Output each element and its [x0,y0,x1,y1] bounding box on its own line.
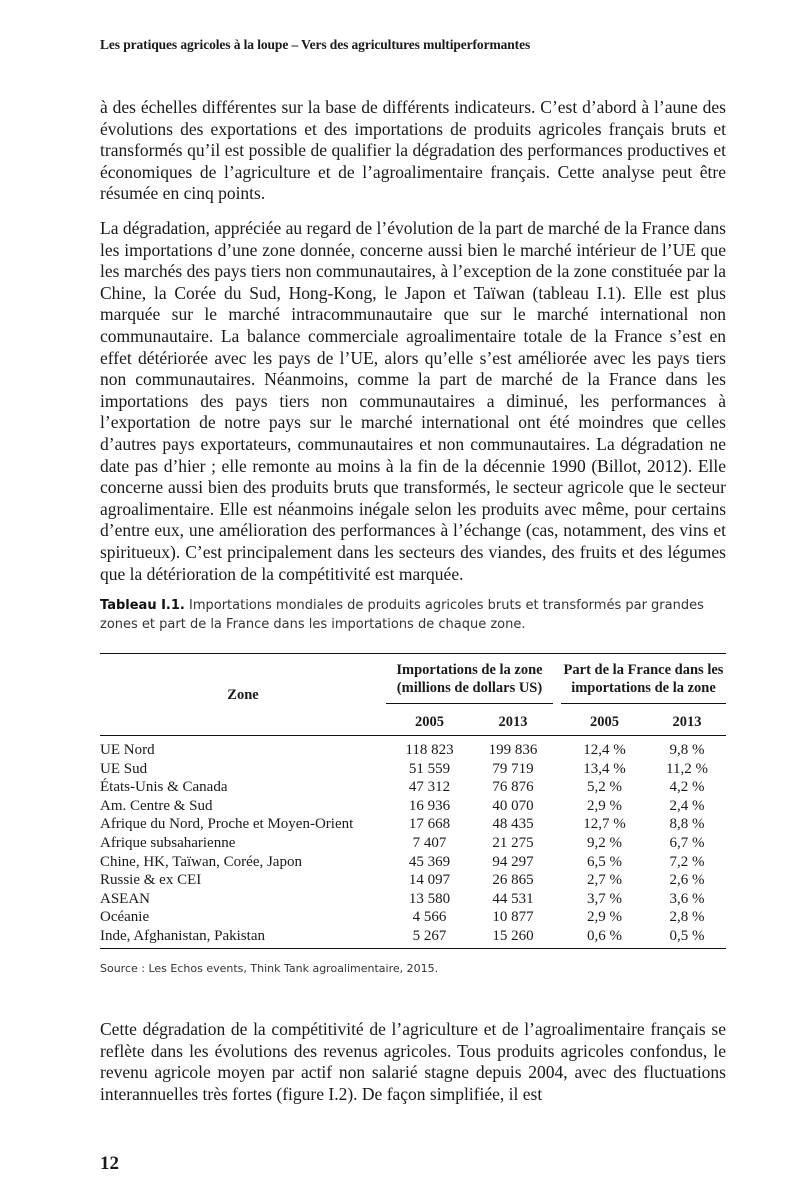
cell-share-2013: 7,2 % [669,853,705,870]
cell-share-2005: 12,7 % [583,816,626,833]
paragraph-degradation: La dégradation, appréciée au regard de l’évolution de la part de marché de la France dans les importations d’une zone donnée, concerne aussi bien le marché intérieur de l’UE que les marchés des pays tiers non communautaires, à l’exception de la zone constituée par la Chine, la Corée du Sud, Hong-Kong, le Japon et Taïwan (tableau I.1). Elle est plus marquée sur le marché intracommunautaire que sur le marché international non communautaire. La balance commerciale agroalimentaire totale de la France s’est en effet détériorée avec les pays de l’UE, alors qu’elle s’est améliorée avec les pays tiers non communautaires. Néanmoins, comme la part de marché de la France dans les importations des pays tiers non communautaires a diminué, les performances à l’exportation de notre pays sur le marché international ont été moindres que celles d’autres pays exportateurs, communautaires et non communautaires. La dégradation ne date pas d’hier ; elle remonte au moins à la fin de la décennie 1990 (Billot, 2012). Elle concerne aussi bien des produits bruts que transformés, le secteur agricole que le secteur agroalimentaire. Elle est néanmoins inégale selon les produits avec même, pour certains d’entre eux, une amélioration des performances à l’échange (cas, notamment, des vins et spiritueux). C’est principalement dans les secteurs des viandes, des fruits et des légumes que la détérioration de la compétitivité est marquée. [100,218,726,584]
column-header-imports-2013: 2013 [473,708,553,736]
cell-imports-2005: 14 097 [408,872,451,889]
column-header-imports-2005: 2005 [386,708,473,736]
cell-zone: Russie & ex CEI [100,872,202,889]
cell-share-2013: 4,2 % [669,779,705,796]
cell-imports-2005: 7 407 [412,834,447,851]
table-caption-label: Tableau I.1. [100,598,185,613]
cell-share-2005: 2,9 % [587,909,622,926]
cell-share-2005: 9,2 % [587,834,622,851]
cell-share-2013: 2,8 % [669,909,705,926]
cell-zone: Am. Centre & Sud [100,797,213,814]
cell-zone: UE Sud [100,760,148,777]
cell-share-2005: 6,5 % [587,853,622,870]
cell-imports-2013: 199 836 [488,742,538,758]
column-group-imports-label: Importations de la zone (millions de dollars US) [386,661,553,704]
cell-share-2013: 2,6 % [669,872,705,889]
cell-imports-2005: 4 566 [412,909,447,926]
column-header-zone: Zone [100,654,386,736]
table-body [100,736,726,949]
column-group-share-label: Part de la France dans les importations de la zone [561,661,726,704]
cell-imports-2005: 13 580 [408,890,451,907]
table-row [100,778,726,797]
cell-share-2013: 3,6 % [669,890,705,907]
table-container [100,653,726,949]
cell-share-2013: 6,7 % [669,834,705,851]
cell-share-2013: 9,8 % [669,742,705,758]
cell-imports-2005: 5 267 [412,927,447,944]
cell-imports-2005: 47 312 [408,779,451,796]
cell-share-2005: 2,9 % [587,797,622,814]
column-header-share-2005: 2005 [561,708,648,736]
table-row [100,853,726,872]
table-row [100,797,726,816]
table-row [100,760,726,779]
cell-imports-2005: 45 369 [408,853,451,870]
table-row [100,736,726,760]
column-header-share-2013: 2013 [648,708,726,736]
cell-zone: ASEAN [100,890,151,907]
column-group-imports [386,654,553,709]
table-caption [100,596,726,634]
cell-share-2013: 11,2 % [666,760,708,777]
imports-table [100,653,726,949]
cell-imports-2005: 17 668 [408,816,451,833]
cell-imports-2013: 79 719 [492,760,534,777]
cell-zone: Chine, HK, Taïwan, Corée, Japon [100,853,302,870]
cell-share-2013: 8,8 % [669,816,705,833]
page-number: 12 [100,1153,119,1174]
table-row [100,834,726,853]
cell-imports-2013: 94 297 [492,853,534,870]
cell-imports-2013: 10 877 [492,909,534,926]
cell-imports-2013: 26 865 [492,872,534,889]
cell-zone: Océanie [100,909,150,926]
column-gap [553,654,561,709]
cell-imports-2013: 48 435 [492,816,534,833]
cell-imports-2005: 16 936 [408,797,451,814]
cell-imports-2013: 76 876 [492,779,534,796]
cell-share-2013: 0,5 % [669,927,705,944]
cell-share-2005: 12,4 % [583,742,626,758]
cell-imports-2005: 51 559 [408,760,451,777]
table-row [100,815,726,834]
paragraph-revenue: Cette dégradation de la compétitivité de l’agriculture et de l’agroalimentaire français se reflète dans les évolutions des revenus agricoles. Tous produits agricoles confondus, le revenu agricole moyen par actif non salarié stagne depuis 2004, avec des fluctuations interannuelles très fortes (figure I.2). De façon simplifiée, il est [100,1019,726,1104]
cell-imports-2005: 118 823 [405,742,454,758]
cell-share-2005: 13,4 % [583,760,626,777]
cell-zone: Afrique du Nord, Proche et Moyen-Orient [100,816,354,833]
cell-share-2005: 3,7 % [587,890,622,907]
column-group-share [561,654,726,709]
cell-share-2005: 0,6 % [587,927,622,944]
table-row [100,927,726,948]
cell-imports-2013: 21 275 [492,834,534,851]
cell-zone: Inde, Afghanistan, Pakistan [100,927,265,944]
cell-zone: UE Nord [100,742,155,758]
cell-imports-2013: 44 531 [492,890,534,907]
table-row [100,890,726,909]
table-row [100,908,726,927]
cell-share-2005: 2,7 % [587,872,622,889]
cell-share-2005: 5,2 % [587,779,622,796]
table-source: Source : Les Echos events, Think Tank agroalimentaire, 2015. [100,962,439,975]
paragraph-intro: à des échelles différentes sur la base de différents indicateurs. C’est d’abord à l’aune des évolutions des exportations et des importations de produits agricoles français bruts et transformés qu’il est possible de qualifier la dégradation des performances productives et économiques de l’agriculture et de l’agroalimentaire français. Cette analyse peut être résumée en cinq points. [100,97,726,204]
running-header: Les pratiques agricoles à la loupe – Vers des agricultures multiperformantes [100,37,531,52]
cell-zone: États-Unis & Canada [100,779,228,796]
cell-share-2013: 2,4 % [669,797,705,814]
table-row [100,871,726,890]
cell-imports-2013: 15 260 [492,927,534,944]
cell-imports-2013: 40 070 [492,797,534,814]
cell-zone: Afrique subsaharienne [100,834,236,851]
table-caption-text: Importations mondiales de produits agricoles bruts et transformés par grandes zones et part de la France dans les importations de chaque zone. [100,598,704,632]
